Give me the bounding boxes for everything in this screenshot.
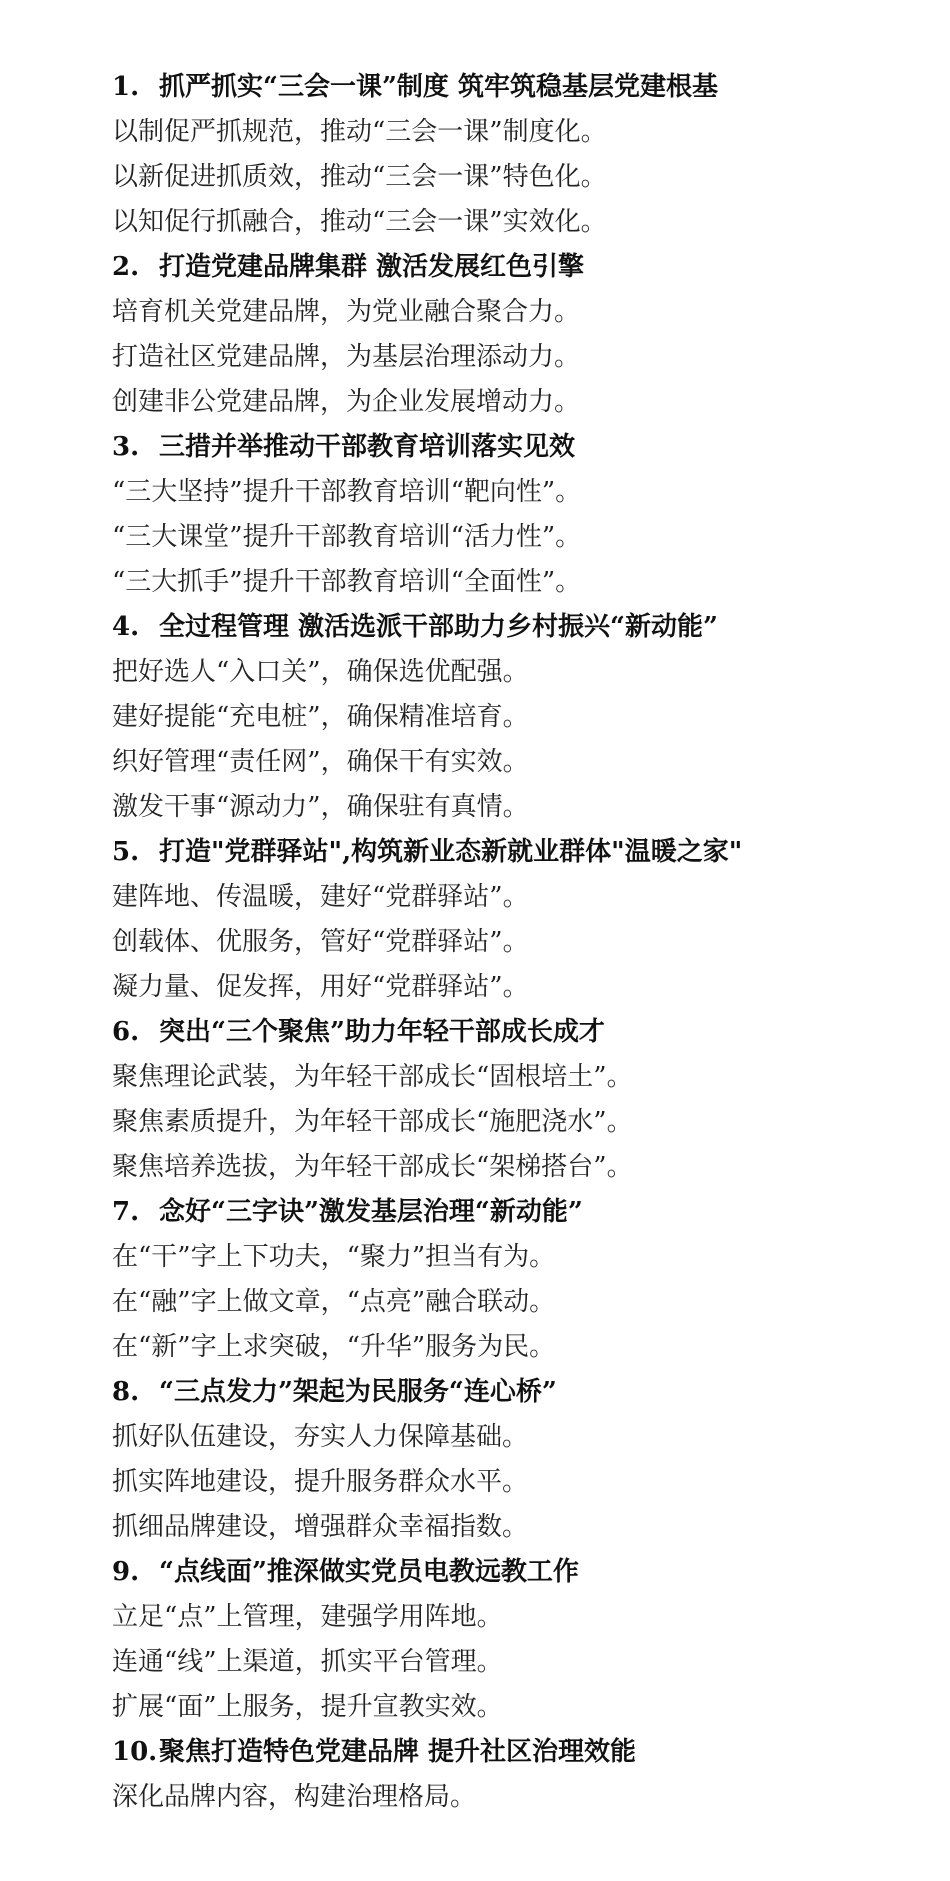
section-item: “三大坚持”提升干部教育培训“靶向性”。	[112, 477, 582, 507]
document-page	[112, 65, 912, 1820]
section-number: 5.	[112, 837, 140, 867]
section-number: 2.	[112, 252, 140, 282]
section-title: “三点发力”架起为民服务“连心桥”	[159, 1377, 557, 1407]
section-title: “点线面”推深做实党员电教远教工作	[159, 1557, 579, 1587]
section-4	[112, 605, 912, 830]
section-number: 1.	[112, 72, 140, 102]
section-item: 以新促进抓质效，推动“三会一课”特色化。	[112, 162, 607, 192]
section-item: 织好管理“责任网”，确保干有实效。	[112, 747, 529, 777]
section-title: 全过程管理 激活选派干部助力乡村振兴“新动能”	[159, 612, 718, 642]
section-9	[112, 1550, 912, 1730]
section-8	[112, 1370, 912, 1550]
section-title: 聚焦打造特色党建品牌 提升社区治理效能	[159, 1737, 637, 1767]
section-item: 培育机关党建品牌，为党业融合聚合力。	[112, 297, 581, 327]
section-number: 9.	[112, 1557, 140, 1587]
section-number: 6.	[112, 1017, 140, 1047]
section-number: 4.	[112, 612, 140, 642]
section-item: “三大抓手”提升干部教育培训“全面性”。	[112, 567, 582, 597]
section-item: 深化品牌内容，构建治理格局。	[112, 1782, 477, 1812]
section-item: 以知促行抓融合，推动“三会一课”实效化。	[112, 207, 607, 237]
section-item: 抓实阵地建设，提升服务群众水平。	[112, 1467, 529, 1497]
section-item: 创载体、优服务，管好“党群驿站”。	[112, 927, 529, 957]
section-item: 激发干事“源动力”，确保驻有真情。	[112, 792, 529, 822]
section-item: 扩展“面”上服务，提升宣教实效。	[112, 1692, 503, 1722]
section-heading	[112, 245, 912, 290]
section-number: 7.	[112, 1197, 140, 1227]
section-5	[112, 830, 912, 1010]
section-item: 抓细品牌建设，增强群众幸福指数。	[112, 1512, 529, 1542]
section-heading	[112, 1370, 912, 1415]
section-item: 建阵地、传温暖，建好“党群驿站”。	[112, 882, 529, 912]
section-number: 10.	[112, 1737, 158, 1767]
section-heading	[112, 65, 912, 110]
section-title: 念好“三字诀”激发基层治理“新动能”	[159, 1197, 583, 1227]
section-item: 打造社区党建品牌，为基层治理添动力。	[112, 342, 581, 372]
section-item: 聚焦培养选拔，为年轻干部成长“架梯搭台”。	[112, 1152, 633, 1182]
section-item: 以制促严抓规范，推动“三会一课”制度化。	[112, 117, 607, 147]
section-10	[112, 1730, 912, 1820]
section-title: 打造党建品牌集群 激活发展红色引擎	[159, 252, 585, 282]
section-item: 抓好队伍建设，夯实人力保障基础。	[112, 1422, 529, 1452]
section-heading	[112, 605, 912, 650]
section-heading	[112, 1010, 912, 1055]
section-heading	[112, 1730, 912, 1775]
section-6	[112, 1010, 912, 1190]
section-item: 在“融”字上做文章，“点亮”融合联动。	[112, 1287, 556, 1317]
section-heading	[112, 1550, 912, 1595]
section-item: 连通“线”上渠道，抓实平台管理。	[112, 1647, 503, 1677]
section-item: 建好提能“充电桩”，确保精准培育。	[112, 702, 529, 732]
section-number: 3.	[112, 432, 140, 462]
section-title: 打造"党群驿站",构筑新业态新就业群体"温暖之家"	[159, 837, 743, 867]
section-item: 在“新”字上求突破，“升华”服务为民。	[112, 1332, 556, 1362]
section-heading	[112, 425, 912, 470]
section-item: 创建非公党建品牌，为企业发展增动力。	[112, 387, 581, 417]
section-item: 立足“点”上管理，建强学用阵地。	[112, 1602, 503, 1632]
section-7	[112, 1190, 912, 1370]
section-title: 抓严抓实“三会一课”制度 筑牢筑稳基层党建根基	[159, 72, 718, 102]
section-2	[112, 245, 912, 425]
section-3	[112, 425, 912, 605]
section-item: 把好选人“入口关”，确保选优配强。	[112, 657, 529, 687]
section-title: 三措并举推动干部教育培训落实见效	[159, 432, 576, 462]
section-number: 8.	[112, 1377, 140, 1407]
section-heading	[112, 830, 912, 875]
section-item: 聚焦素质提升，为年轻干部成长“施肥浇水”。	[112, 1107, 633, 1137]
section-item: “三大课堂”提升干部教育培训“活力性”。	[112, 522, 582, 552]
section-item: 在“干”字上下功夫，“聚力”担当有为。	[112, 1242, 556, 1272]
section-item: 聚焦理论武装，为年轻干部成长“固根培土”。	[112, 1062, 633, 1092]
section-heading	[112, 1190, 912, 1235]
section-title: 突出“三个聚焦”助力年轻干部成长成才	[159, 1017, 605, 1047]
section-item: 凝力量、促发挥，用好“党群驿站”。	[112, 972, 529, 1002]
section-1	[112, 65, 912, 245]
